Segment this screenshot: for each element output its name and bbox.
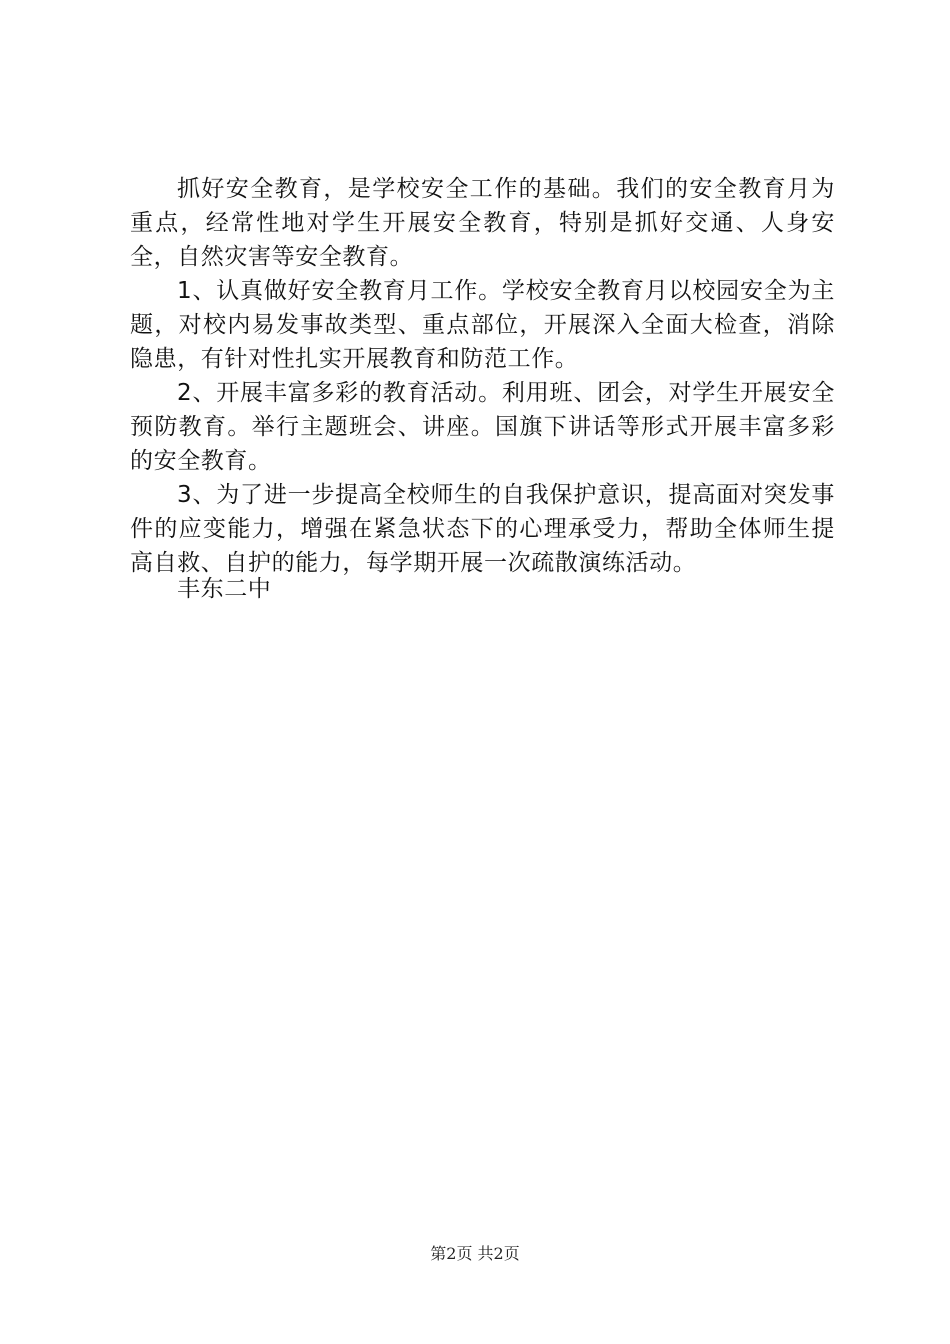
document-body bbox=[130, 172, 835, 580]
page-footer: 第2页 共2页 bbox=[430, 1244, 520, 1263]
paragraph-item-3: 3、为了进一步提高全校师生的自我保护意识，提高面对突发事件的应变能力，增强在紧急状态下的心理承受力，帮助全体师生提高自救、自护的能力，每学期开展一次疏散演练活动。 bbox=[130, 482, 835, 576]
paragraph-item-1: 1、认真做好安全教育月工作。学校安全教育月以校园安全为主题，对校内易发事故类型、重点部位，开展深入全面大检查，消除隐患，有针对性扎实开展教育和防范工作。 bbox=[130, 278, 835, 372]
paragraph-intro: 抓好安全教育，是学校安全工作的基础。我们的安全教育月为重点，经常性地对学生开展安全教育，特别是抓好交通、人身安全，自然灾害等安全教育。 bbox=[130, 176, 835, 270]
signature-school-name: 丰东二中 bbox=[177, 576, 272, 602]
paragraph-item-2: 2、开展丰富多彩的教育活动。利用班、团会，对学生开展安全预防教育。举行主题班会、讲座。国旗下讲话等形式开展丰富多彩的安全教育。 bbox=[130, 380, 835, 474]
